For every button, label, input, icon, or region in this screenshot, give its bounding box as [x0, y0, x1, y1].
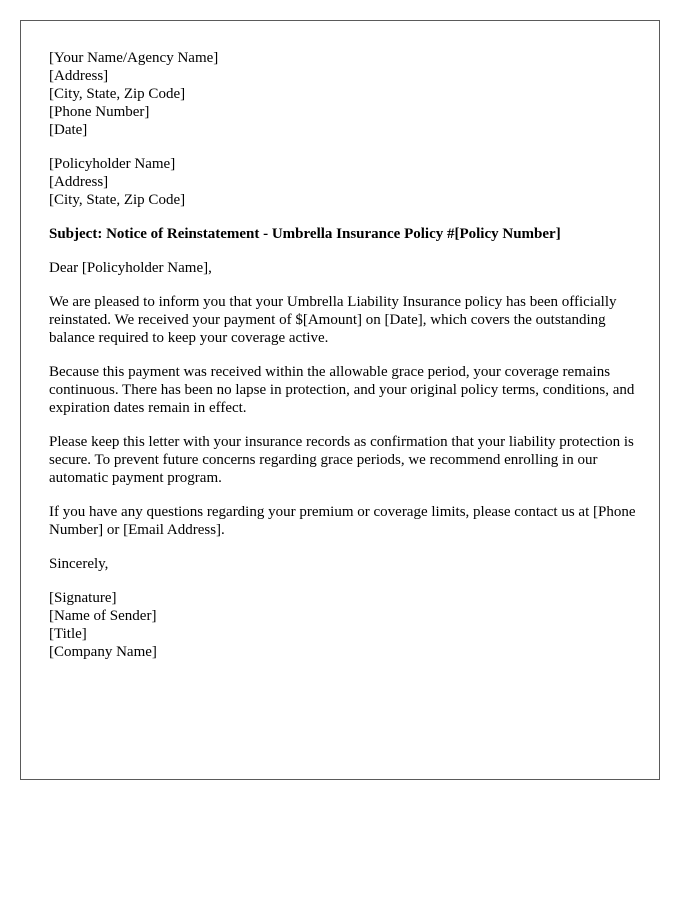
letter-page — [20, 20, 660, 780]
sender-address-block — [49, 49, 639, 139]
sender-phone: [Phone Number] — [49, 104, 150, 120]
letter-date: [Date] — [49, 122, 88, 138]
body-paragraph-grace-period: Because this payment was received within the allowable grace period, your coverage remains continuous. There has been no lapse in protection, and your original policy terms, conditions, and expiration dates remain in effect. — [49, 364, 635, 416]
company-name: [Company Name] — [49, 644, 157, 660]
recipient-address-block — [49, 155, 639, 209]
recipient-name: [Policyholder Name] — [49, 156, 176, 172]
letter-body — [49, 49, 639, 677]
sender-title: [Title] — [49, 626, 87, 642]
salutation: Dear [Policyholder Name], — [49, 260, 212, 276]
body-paragraph-reinstatement: We are pleased to inform you that your Umbrella Liability Insurance policy has been officially reinstated. We received your payment of $[Amount] on [Date], which covers the outstanding balance required to keep your coverage active. — [49, 294, 617, 346]
sender-address: [Address] — [49, 68, 109, 84]
sender-signature-name: [Name of Sender] — [49, 608, 157, 624]
closing: Sincerely, — [49, 556, 109, 572]
body-paragraph-records: Please keep this letter with your insurance records as confirmation that your liability protection is secure. To prevent future concerns regarding grace periods, we recommend enrolling in our automatic payment program. — [49, 434, 634, 486]
recipient-city-state-zip: [City, State, Zip Code] — [49, 192, 186, 208]
sender-city-state-zip: [City, State, Zip Code] — [49, 86, 186, 102]
sender-name: [Your Name/Agency Name] — [49, 50, 219, 66]
signature-block — [49, 589, 639, 661]
body-paragraph-contact: If you have any questions regarding your premium or coverage limits, please contact us at [Phone Number] or [Email Address]. — [49, 504, 636, 538]
recipient-address: [Address] — [49, 174, 109, 190]
signature: [Signature] — [49, 590, 117, 606]
subject-line: Subject: Notice of Reinstatement - Umbrella Insurance Policy #[Policy Number] — [49, 226, 561, 242]
